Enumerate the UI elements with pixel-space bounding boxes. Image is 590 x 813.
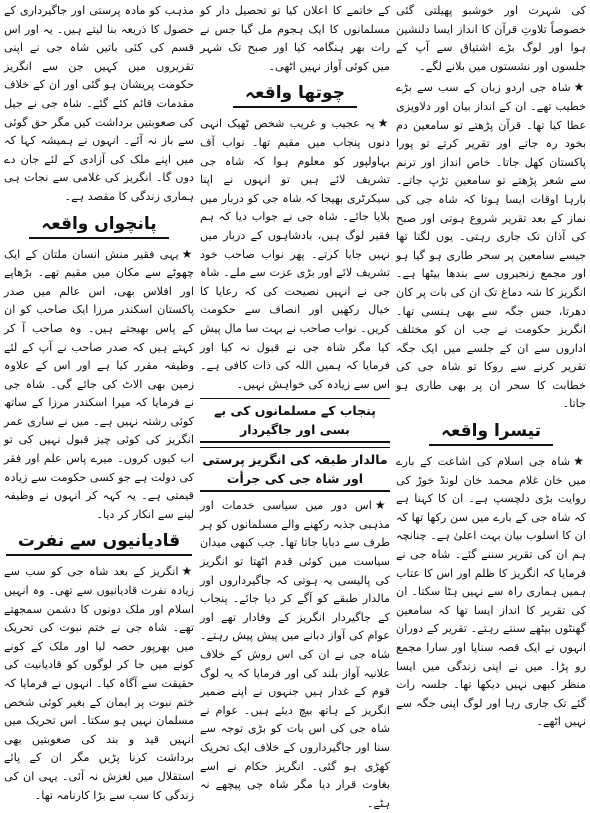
article-paragraph: [396, 452, 586, 732]
section-subheading: پنجاب کے مسلمانوں کی بے بسی اور جاگیردار: [200, 398, 390, 443]
paragraph-text: شاہ جی اسلام کی اشاعت کے بارے میں خان غلام محمد خان لونڈ خوڑ کی روایت بڑی دلچسپ ہے۔ ان کا کہنا ہے کہ شاہ جی کے بارے میں سن رکھا تھا کہ ان کا اسلوب بیان بہت اعلیٰ ہے۔ چنانچہ ہم ان کی تقریر سننے گئے۔ شاہ جی نے فرمایا کہ انگریز کا ظلم اور اس کا عتاب ہمیں ہماری راہ سے نہیں ہٹا سکتا۔ ان کی تقریر کا انداز ایسا تھا کہ سامعین گھنٹوں بیٹھے سنتے رہتے۔ تقریر کے دوران انہوں نے ایک قصہ سنایا اور سارا مجمع رو پڑا۔ میں نے اپنی زندگی میں ایسا منظر کبھی نہیں دیکھا تھا۔ جلسہ رات گئے تک جاری رہا اور لوگ اپنی جگہ سے نہیں اٹھے۔: [396, 455, 586, 729]
paragraph-text: کی شہرت اور خوشبو پھیلتی گئی خصوصاً تلاوتِ قرآن کا انداز ایسا دلنشین ہوا اور لوگ بڑے اشتیاق سے آپ کے جلسوں اور نشستوں میں بلانے لگے۔: [396, 4, 586, 73]
article-paragraph: [200, 496, 390, 813]
article-paragraph: [4, 2, 194, 207]
paragraph-text: یہی فقیر منش انسان ملتان کے ایک چھوٹے سے مکان میں مقیم تھے۔ بڑھاپے اور افلاس بھی، اس عالم میں صدر پاکستان اسکندر مرزا ایک صاحب کو ان کے پاس بھیجتے ہیں۔ وہ صاحب آ کر کہتے ہیں کہ صدر صاحب نے آپ کے لئے وظیفہ مقرر کیا ہے اور اس کے علاوہ زمین بھی الاٹ کی جائے گی۔ شاہ جی نے فرمایا کہ میرا اسکندر مرزا کے ساتھ کوئی رشتہ نہیں ہے۔ میں نے ساری عمر انگریز کی کوئی چیز قبول نہیں کی تو اب کیوں کروں۔ میرے پاس علم اور فقر کی دولت ہے جو کسی حکومت سے زیادہ قیمتی ہے۔ یہ کہہ کر انہوں نے وظیفہ لینے سے انکار کر دیا۔: [3, 247, 194, 521]
section-heading: تیسرا واقعہ: [429, 420, 553, 446]
star-bullet-icon: ★: [181, 564, 194, 579]
column-middle: [200, 2, 390, 810]
article-paragraph: [200, 114, 390, 394]
section-heading-block: [396, 420, 586, 446]
section-heading-block: [4, 530, 194, 556]
article-paragraph: [4, 562, 194, 805]
article-paragraph: [396, 78, 586, 414]
star-bullet-icon: ★: [573, 454, 586, 469]
paragraph-text: کے خاتمے کا اعلان کیا تو تحصیل دار کو مسلمانوں کا ایک ہجوم مل گیا جس نے رات بھر ہنگامہ کیا اور صبح تک شہر میں کوئی آواز نہیں اٹھی۔: [200, 4, 390, 73]
section-heading-block: [200, 82, 390, 108]
star-bullet-icon: ★: [377, 116, 390, 131]
section-heading: چوتھا واقعہ: [233, 82, 357, 108]
article-paragraph: [4, 245, 194, 525]
section-heading-block: [4, 213, 194, 239]
star-bullet-icon: ★: [374, 498, 390, 513]
column-left: [3, 2, 194, 802]
paragraph-text: انگریز کے بعد شاہ جی کو سب سے زیادہ نفرت قادیانیوں سے تھی۔ وہ انہیں اسلام اور ملک دونوں کا دشمن سمجھتے تھے۔ شاہ جی نے ختم نبوت کی تحریک میں بھرپور حصہ لیا اور ملک کے کونے کونے میں جا کر لوگوں کو قادیانیت کی حقیقت سے آگاہ کیا۔ انہوں نے فرمایا کہ ختم نبوت پر ایمان کے بغیر کوئی شخص مسلمان نہیں ہو سکتا۔ اس تحریک میں انہیں قید و بند کی صعوبتیں بھی برداشت کرنا پڑیں مگر ان کے پائے استقلال میں لغزش نہ آئی۔ یہی ان کی زندگی کا سب سے بڑا کارنامہ تھا۔: [4, 565, 194, 802]
star-bullet-icon: ★: [181, 246, 194, 261]
newspaper-page: [3, 2, 586, 810]
section-heading: قادیانیوں سے نفرت: [6, 530, 192, 556]
paragraph-text: اس دور میں سیاسی خدمات اور مذہبی جذبہ رکھنے والے مسلمانوں کو ہر طرف سے دبایا جاتا تھا۔ جب کبھی میدان سیاست میں کوئی قدم اٹھتا تو انگریز کی پالیسی یہ ہوتی کہ جاگیرداروں اور مالدار طبقے کو آگے کر دیا جائے۔ پنجاب کے جاگیردار انگریز کے وفادار تھے اور عوام کی آواز دبانے میں پیش پیش رہتے۔ شاہ جی نے ان کی اس روش کے خلاف علانیہ آواز بلند کی اور فرمایا کہ یہ لوگ قوم کے غدار ہیں جنہوں نے اپنے ضمیر انگریز کے ہاتھ بیچ دیئے ہیں۔ عوام نے شاہ جی کی اس بات کو بڑی توجہ سے سنا اور جاگیرداروں کے خلاف ایک تحریک کھڑی ہو گئی۔ انگریز حکام نے اسے بغاوت قرار دیا مگر شاہ جی پیچھے نہ ہٹے۔: [200, 499, 390, 810]
section-heading: پانچواں واقعہ: [29, 213, 168, 239]
article-paragraph: [200, 2, 390, 76]
section-subheading: مالدار طبقہ کی انگریز پرستی اور شاہ جی کی جرأت: [200, 447, 390, 492]
article-paragraph: [396, 2, 586, 76]
paragraph-text: یہ عجیب و غریب شخص ٹھیک انہی دنوں پنجاب میں مقیم تھا۔ نواب آف بہاولپور کو معلوم ہوا کہ شاہ جی تشریف لائے ہیں تو انہوں نے اپنا سیکرٹری بھیجا کہ شاہ جی کو دربار میں بلایا جائے۔ شاہ جی نے جواب دیا کہ ہم فقیر لوگ ہیں، بادشاہوں کے دربار میں نہیں جایا کرتے۔ پھر نواب صاحب خود تشریف لائے اور بڑی عزت سے ملے۔ شاہ جی نے انہیں نصیحت کی کہ رعایا کا خیال رکھیں اور انصاف سے حکومت کریں۔ نواب صاحب نے بہت سا مال پیش کیا مگر شاہ جی نے قبول نہ کیا اور فرمایا کہ ہمیں اللہ کی ذات کافی ہے۔ اس سے زیادہ کی خواہش نہیں۔: [200, 117, 390, 391]
paragraph-text: شاہ جی اردو زبان کے سب سے بڑے خطیب تھے۔ ان کے انداز بیان اور دلاویزی عطا کیا تھا۔ قرآن پڑھتے تو سامعین دم بخود رہ جاتے اور تقریر کرتے تو پورا پاکستان کھل جاتا۔ خاص انداز اور ترنم سے شعر پڑھتے تو سامعین تڑپ جاتے۔ بارہا اوقات ایسا ہوتا کہ شاہ جی کی نماز کے بعد تقریر شروع ہوتی اور صبح کی آذان تک جاری رہتی۔ یوں لگتا تھا جیسے سامعین پر سحر طاری ہو گیا ہو اور مجمع زنجیروں سے بندھا بیٹھا ہے۔ انگریز کا شہ دماغ تک ان کی بات پر کان دھرتا، جس جگہ سے بھی ہنسی تھا۔ انگریز حکومت نے جب ان کو مختلف اداروں سے ان کے جلسے میں ایک جگہ تقریر کرنے سے روکا تو شاہ جی کی خطابت کا سحر ان پر بھی طاری ہو جاتا۔: [396, 81, 586, 411]
column-right: [396, 2, 586, 798]
star-bullet-icon: ★: [573, 80, 586, 95]
paragraph-text: مذہب کو مادہ پرستی اور جاگیرداری کے حصول کا ذریعہ بنا لیتے ہیں۔ یہ اور اس قسم کی کئی باتیں شاہ جی نے اپنی تقریروں میں کہیں جن سے انگریز حکومت پریشان ہو گئی اور ان کے خلاف مقدمات قائم کئے گئے۔ شاہ جی نے جیل کی صعوبتیں برداشت کیں مگر حق گوئی سے باز نہ آئے۔ انہوں نے ہمیشہ کہا کہ میں اپنے ملک کی آزادی کے لئے جان دے دوں گا۔ انگریز کی غلامی سے نجات ہی ہماری زندگی کا مقصد ہے۔: [4, 4, 194, 203]
